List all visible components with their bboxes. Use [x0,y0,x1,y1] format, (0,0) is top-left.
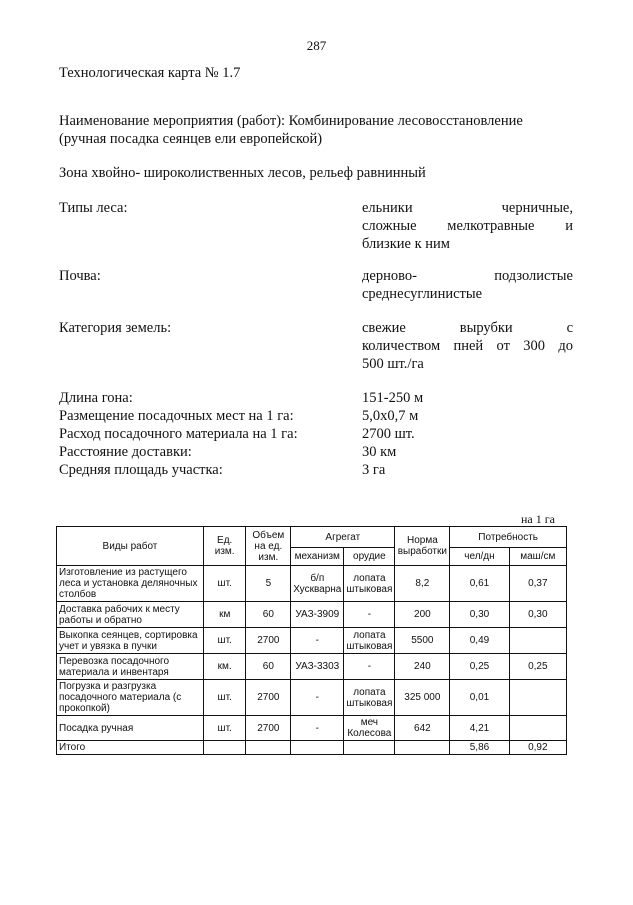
header-unit: Ед. изм. [203,527,246,566]
table-row [57,654,567,680]
cell-unit: км. [203,654,246,680]
total-label: Итого [57,741,204,755]
land-category-value [362,319,573,373]
cell-man-days: 0,49 [450,628,509,654]
cell-man-days: 0,01 [450,680,509,716]
header-aggregate: Агрегат [291,527,395,548]
table-row [57,602,567,628]
soil-label: Почва: [59,268,101,284]
cell-machine-shifts [509,628,566,654]
cell-man-days: 0,30 [450,602,509,628]
cell-unit: шт. [203,566,246,602]
forest-types-line-1: ельники черничные, [362,200,573,216]
spec-value: 3 га [362,462,386,478]
spec-value: 5,0х0,7 м [362,408,419,424]
cell-mechanism: УАЗ-3909 [291,602,344,628]
header-works: Виды работ [57,527,204,566]
cell-unit: шт. [203,680,246,716]
cell-norm: 325 000 [395,680,450,716]
cell-volume: 2700 [246,680,291,716]
header-tool: орудие [344,548,395,566]
cell-mechanism: УАЗ-3303 [291,654,344,680]
cell-unit: шт. [203,628,246,654]
header-norm: Норма выработки [395,527,450,566]
forest-types-line-3: близкие к ним [362,236,450,252]
cell-machine-shifts: 0,25 [509,654,566,680]
land-category-line-1: свежие вырубки с [362,320,573,336]
activity-line-2: (ручная посадка сеянцев ели европейской) [59,131,323,147]
spec-label: Длина гона: [59,390,133,406]
cell-norm: 5500 [395,628,450,654]
zone-line: Зона хвойно- широколиственных лесов, рельеф равнинный [59,165,426,181]
table-row [57,680,567,716]
cell-norm: 642 [395,716,450,741]
total-machine-shifts: 0,92 [509,741,566,755]
soil-value [362,267,573,303]
activity-line-1: Наименование мероприятия (работ): Комбинирование лесовосстановление [59,113,523,129]
spec-label: Размещение посадочных мест на 1 га: [59,408,294,424]
cell-machine-shifts: 0,37 [509,566,566,602]
cell-work: Выкопка сеянцев, сортировка учет и увязка в пучки [57,628,204,654]
cell-unit: км [203,602,246,628]
total-man-days: 5,86 [450,741,509,755]
cell-norm: 200 [395,602,450,628]
land-category-line-2: количеством пней от 300 до [362,338,573,354]
cell-work: Посадка ручная [57,716,204,741]
cell-tool: - [344,654,395,680]
spec-value: 30 км [362,444,397,460]
cell-man-days: 0,61 [450,566,509,602]
total-row [57,741,567,755]
cell-work: Доставка рабочих к месту работы и обратно [57,602,204,628]
table-row [57,716,567,741]
soil-line-1: дерново- подзолистые [362,268,573,284]
cell-volume: 60 [246,654,291,680]
cell-mechanism: - [291,680,344,716]
forest-types-label: Типы леса: [59,200,128,216]
cell-tool: лопата штыковая [344,628,395,654]
cell-norm: 240 [395,654,450,680]
cell-norm: 8,2 [395,566,450,602]
header-man-days: чел/дн [450,548,509,566]
forest-types-line-2: сложные мелкотравные и [362,218,573,234]
spec-label: Расстояние доставки: [59,444,192,460]
cell-machine-shifts: 0,30 [509,602,566,628]
spec-value: 151-250 м [362,390,424,406]
page-number: 287 [306,38,327,53]
cell-machine-shifts [509,716,566,741]
land-category-line-3: 500 шт./га [362,356,424,372]
cell-machine-shifts [509,680,566,716]
header-volume: Объем на ед. изм. [246,527,291,566]
cell-work: Изготовление из растущего леса и установка деляночных столбов [57,566,204,602]
table-row [57,628,567,654]
cell-volume: 2700 [246,716,291,741]
cell-unit: шт. [203,716,246,741]
cell-work: Перевозка посадочного материала и инвентаря [57,654,204,680]
spec-value: 2700 шт. [362,426,415,442]
cell-man-days: 0,25 [450,654,509,680]
cell-mechanism: б/п Хускварна [291,566,344,602]
cell-tool: меч Колесова [344,716,395,741]
spec-label: Расход посадочного материала на 1 га: [59,426,298,442]
card-title: Технологическая карта № 1.7 [59,65,241,81]
soil-line-2: среднесуглинистые [362,286,483,302]
cell-work: Погрузка и разгрузка посадочного материала (с прокопкой) [57,680,204,716]
cell-tool: лопата штыковая [344,680,395,716]
cell-volume: 5 [246,566,291,602]
cell-mechanism: - [291,716,344,741]
land-category-label: Категория земель: [59,320,172,336]
table-row [57,566,567,602]
cell-tool: лопата штыковая [344,566,395,602]
header-need: Потребность [450,527,567,548]
cell-mechanism: - [291,628,344,654]
cell-volume: 60 [246,602,291,628]
cell-volume: 2700 [246,628,291,654]
spec-label: Средняя площадь участка: [59,462,223,478]
forest-types-value [362,199,573,253]
cell-tool: - [344,602,395,628]
header-machine-shifts: маш/см [509,548,566,566]
cell-man-days: 4,21 [450,716,509,741]
header-mechanism: механизм [291,548,344,566]
table-unit-note: на 1 га [521,512,555,526]
works-table [56,526,567,755]
